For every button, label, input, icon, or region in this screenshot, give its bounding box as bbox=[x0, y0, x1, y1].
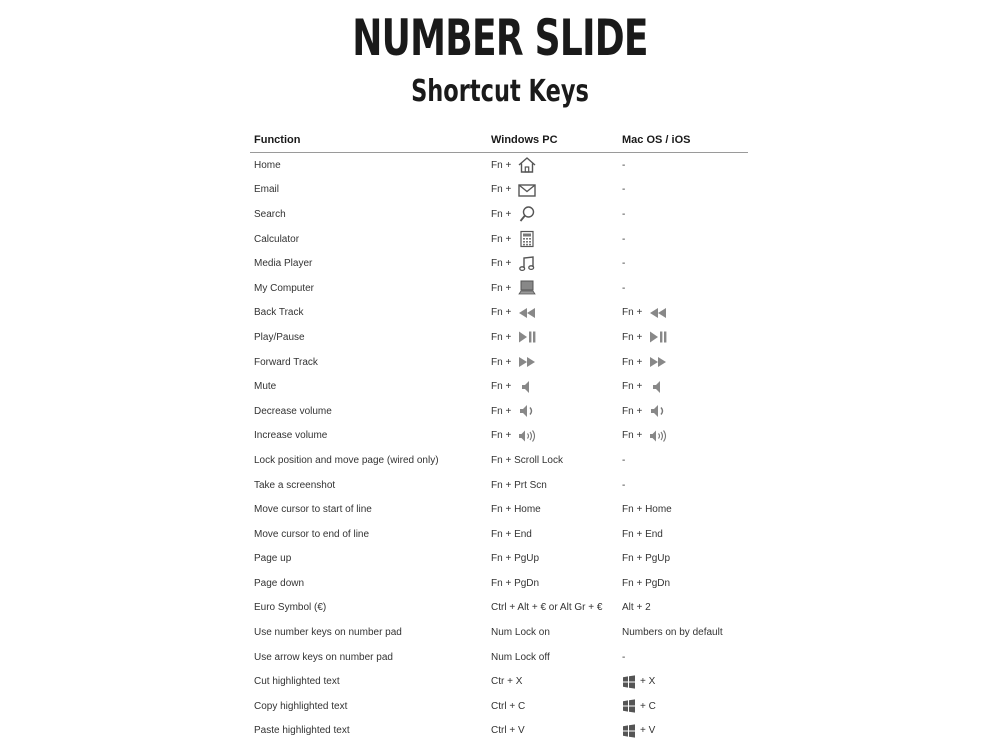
windows-cell bbox=[487, 255, 618, 273]
home-icon bbox=[517, 156, 537, 174]
windows-key-text: Num Lock off bbox=[491, 651, 550, 663]
mac-key-text: Fn + bbox=[622, 430, 643, 442]
windows-cell bbox=[487, 353, 618, 371]
mac-key-text: - bbox=[622, 479, 626, 491]
windows-key-text: Fn + PgDn bbox=[491, 577, 540, 589]
windows-cell bbox=[487, 402, 618, 420]
windows-cell bbox=[487, 602, 618, 613]
table-row bbox=[250, 669, 748, 694]
mac-cell bbox=[618, 304, 748, 322]
volume-down-icon bbox=[648, 402, 668, 420]
mac-key-text: - bbox=[622, 208, 626, 220]
windows-logo-icon bbox=[622, 675, 636, 689]
windows-key-text: Fn + Scroll Lock bbox=[491, 454, 563, 466]
mac-key-text: Fn + PgDn bbox=[622, 577, 671, 589]
mac-cell bbox=[618, 480, 748, 491]
function-cell: Copy highlighted text bbox=[254, 700, 348, 712]
mac-key-text: Fn + End bbox=[622, 528, 663, 540]
windows-key-text: Fn + bbox=[491, 381, 512, 393]
header-function: Function bbox=[254, 134, 301, 146]
function-cell: Move cursor to start of line bbox=[254, 504, 372, 516]
windows-cell bbox=[487, 652, 618, 663]
windows-key-text: Ctrl + C bbox=[491, 700, 526, 712]
windows-cell bbox=[487, 504, 618, 515]
function-cell: Use number keys on number pad bbox=[254, 627, 402, 639]
windows-key-text: Fn + End bbox=[491, 528, 532, 540]
mac-cell bbox=[618, 353, 748, 371]
table-row bbox=[250, 227, 748, 252]
mac-key-text: Fn + bbox=[622, 405, 643, 417]
mac-key-text: - bbox=[622, 282, 626, 294]
windows-key-text: Fn + bbox=[491, 159, 512, 171]
windows-cell bbox=[487, 427, 618, 445]
windows-key-text: Fn + bbox=[491, 405, 512, 417]
mac-cell bbox=[618, 427, 748, 445]
mac-key-text: Fn + Home bbox=[622, 504, 672, 516]
windows-cell bbox=[487, 230, 618, 248]
mac-key-text: + V bbox=[640, 725, 656, 737]
mac-cell bbox=[618, 553, 748, 564]
calculator-icon bbox=[517, 230, 537, 248]
table-row bbox=[250, 301, 748, 326]
rewind-icon bbox=[517, 304, 537, 322]
windows-key-text: Fn + PgUp bbox=[491, 553, 540, 565]
windows-cell bbox=[487, 701, 618, 712]
function-cell: Increase volume bbox=[254, 430, 328, 442]
windows-key-text: Ctrl + V bbox=[491, 725, 525, 737]
table-row bbox=[250, 620, 748, 645]
mac-cell bbox=[618, 578, 748, 589]
windows-cell bbox=[487, 304, 618, 322]
table-row bbox=[250, 645, 748, 670]
windows-key-text: Num Lock on bbox=[491, 627, 550, 639]
mac-cell bbox=[618, 504, 748, 515]
windows-cell bbox=[487, 676, 618, 687]
mac-cell bbox=[618, 602, 748, 613]
windows-cell bbox=[487, 725, 618, 736]
table-row bbox=[250, 399, 748, 424]
mac-cell bbox=[618, 529, 748, 540]
mail-icon bbox=[517, 181, 537, 199]
rewind-icon bbox=[648, 304, 668, 322]
mac-key-text: - bbox=[622, 454, 626, 466]
mac-cell bbox=[618, 402, 748, 420]
music-note-icon bbox=[517, 255, 537, 273]
table-row bbox=[250, 497, 748, 522]
windows-cell bbox=[487, 181, 618, 199]
windows-cell bbox=[487, 279, 618, 297]
function-cell: Decrease volume bbox=[254, 405, 332, 417]
table-row bbox=[250, 251, 748, 276]
speaker-mute-icon bbox=[517, 378, 537, 396]
windows-key-text: Fn + bbox=[491, 258, 512, 270]
mac-cell bbox=[618, 378, 748, 396]
function-cell: Search bbox=[254, 208, 286, 220]
function-cell: Play/Pause bbox=[254, 331, 305, 343]
mac-cell bbox=[618, 724, 748, 738]
windows-cell bbox=[487, 205, 618, 223]
table-row bbox=[250, 473, 748, 498]
mac-cell bbox=[618, 160, 748, 171]
windows-key-text: Fn + bbox=[491, 307, 512, 319]
mac-cell bbox=[618, 675, 748, 689]
mac-key-text: Fn + bbox=[622, 331, 643, 343]
mac-cell bbox=[618, 652, 748, 663]
table-row bbox=[250, 153, 748, 178]
windows-cell bbox=[487, 553, 618, 564]
windows-cell bbox=[487, 578, 618, 589]
windows-key-text: Fn + Home bbox=[491, 504, 541, 516]
table-row bbox=[250, 448, 748, 473]
windows-key-text: Fn + bbox=[491, 184, 512, 196]
mac-cell bbox=[618, 627, 748, 638]
mac-cell bbox=[618, 184, 748, 195]
page-subtitle: Shortcut Keys bbox=[411, 74, 589, 109]
mac-key-text: - bbox=[622, 258, 626, 270]
windows-cell bbox=[487, 378, 618, 396]
mac-key-text: - bbox=[622, 159, 626, 171]
mac-key-text: - bbox=[622, 651, 626, 663]
search-icon bbox=[517, 205, 537, 223]
mac-key-text: Fn + bbox=[622, 381, 643, 393]
function-cell: Cut highlighted text bbox=[254, 676, 340, 688]
mac-cell bbox=[618, 234, 748, 245]
windows-key-text: Ctr + X bbox=[491, 676, 523, 688]
windows-logo-icon bbox=[622, 724, 636, 738]
windows-cell bbox=[487, 627, 618, 638]
play-pause-icon bbox=[517, 328, 537, 346]
windows-logo-icon bbox=[622, 699, 636, 713]
shortcut-table bbox=[250, 128, 748, 743]
table-row bbox=[250, 596, 748, 621]
table-row bbox=[250, 202, 748, 227]
function-cell: Use arrow keys on number pad bbox=[254, 651, 393, 663]
mac-cell bbox=[618, 209, 748, 220]
windows-key-text: Ctrl + Alt + € or Alt Gr + € bbox=[491, 602, 603, 614]
header-mac: Mac OS / iOS bbox=[622, 134, 691, 146]
windows-cell bbox=[487, 328, 618, 346]
header-windows: Windows PC bbox=[491, 134, 558, 146]
mac-key-text: Fn + bbox=[622, 356, 643, 368]
volume-up-icon bbox=[517, 427, 537, 445]
function-cell: Page down bbox=[254, 577, 305, 589]
page-title: NUMBER SLIDE bbox=[352, 9, 648, 67]
mac-key-text: Numbers on by default bbox=[622, 627, 723, 639]
speaker-mute-icon bbox=[648, 378, 668, 396]
computer-icon bbox=[517, 279, 537, 297]
table-row bbox=[250, 547, 748, 572]
table-row bbox=[250, 325, 748, 350]
mac-cell bbox=[618, 283, 748, 294]
table-row bbox=[250, 374, 748, 399]
windows-key-text: Fn + bbox=[491, 430, 512, 442]
mac-key-text: Fn + bbox=[622, 307, 643, 319]
mac-cell bbox=[618, 699, 748, 713]
windows-key-text: Fn + bbox=[491, 282, 512, 294]
function-cell: Euro Symbol (€) bbox=[254, 602, 327, 614]
mac-key-text: + C bbox=[640, 700, 656, 712]
function-cell: My Computer bbox=[254, 282, 315, 294]
table-row bbox=[250, 571, 748, 596]
windows-cell bbox=[487, 156, 618, 174]
function-cell: Home bbox=[254, 159, 281, 171]
function-cell: Forward Track bbox=[254, 356, 318, 368]
table-row bbox=[250, 276, 748, 301]
function-cell: Calculator bbox=[254, 233, 300, 245]
function-cell: Lock position and move page (wired only) bbox=[254, 454, 439, 466]
function-cell: Media Player bbox=[254, 258, 313, 270]
windows-key-text: Fn + bbox=[491, 208, 512, 220]
windows-key-text: Fn + bbox=[491, 356, 512, 368]
function-cell: Paste highlighted text bbox=[254, 725, 350, 737]
table-row bbox=[250, 178, 748, 203]
table-header bbox=[250, 128, 748, 153]
mac-key-text: Alt + 2 bbox=[622, 602, 651, 614]
mac-cell bbox=[618, 455, 748, 466]
fast-forward-icon bbox=[648, 353, 668, 371]
windows-cell bbox=[487, 455, 618, 466]
windows-cell bbox=[487, 529, 618, 540]
mac-cell bbox=[618, 258, 748, 269]
fast-forward-icon bbox=[517, 353, 537, 371]
mac-key-text: - bbox=[622, 184, 626, 196]
play-pause-icon bbox=[648, 328, 668, 346]
table-row bbox=[250, 719, 748, 744]
table-row bbox=[250, 522, 748, 547]
volume-up-icon bbox=[648, 427, 668, 445]
function-cell: Mute bbox=[254, 381, 277, 393]
windows-key-text: Fn + bbox=[491, 233, 512, 245]
function-cell: Move cursor to end of line bbox=[254, 528, 370, 540]
function-cell: Email bbox=[254, 184, 280, 196]
mac-cell bbox=[618, 328, 748, 346]
mac-key-text: - bbox=[622, 233, 626, 245]
function-cell: Back Track bbox=[254, 307, 304, 319]
mac-key-text: + X bbox=[640, 676, 656, 688]
table-row bbox=[250, 350, 748, 375]
windows-cell bbox=[487, 480, 618, 491]
table-row bbox=[250, 694, 748, 719]
windows-key-text: Fn + Prt Scn bbox=[491, 479, 547, 491]
table-row bbox=[250, 424, 748, 449]
volume-down-icon bbox=[517, 402, 537, 420]
function-cell: Page up bbox=[254, 553, 292, 565]
function-cell: Take a screenshot bbox=[254, 479, 336, 491]
windows-key-text: Fn + bbox=[491, 331, 512, 343]
mac-key-text: Fn + PgUp bbox=[622, 553, 671, 565]
